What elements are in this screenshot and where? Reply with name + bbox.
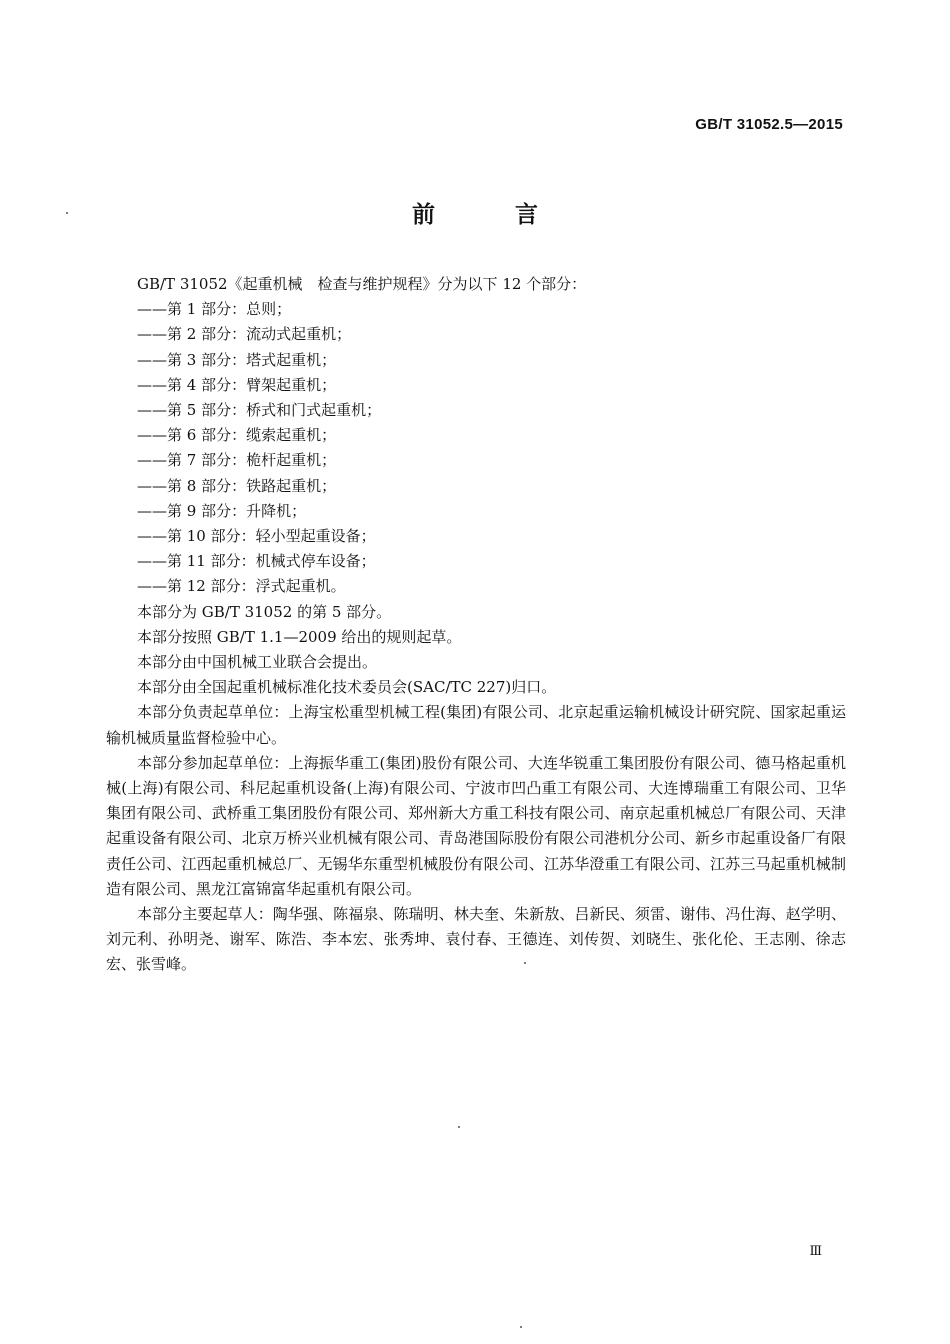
list-item: ——第 7 部分：桅杆起重机；: [137, 451, 337, 470]
list-item: ——第 3 部分：塔式起重机；: [137, 350, 337, 369]
list-item: ——第 6 部分：缆索起重机；: [137, 426, 337, 445]
page-title: 前 言: [411, 201, 574, 228]
page-number: Ⅲ: [809, 1244, 822, 1259]
parts-list: [106, 297, 846, 599]
list-item: ——第 9 部分：升降机；: [137, 501, 307, 520]
drafting-rules-paragraph: 本部分按照 GB/T 1.1—2009 给出的规则起草。: [137, 627, 462, 646]
standard-code: GB/T 31052.5—2015: [695, 116, 843, 133]
list-item: ——第 4 部分：臂架起重机；: [137, 375, 337, 394]
list-item: ——第 10 部分：轻小型起重设备；: [137, 527, 376, 546]
main-drafters-paragraph: 本部分主要起草人：陶华强、陈福泉、陈瑞明、林夫奎、朱新敖、吕新民、须雷、谢伟、冯仕海、赵学明、刘元利、孙明尧、谢军、陈浩、李本宏、张秀坤、袁付春、王德连、刘传贺、刘晓生、张化伦、王志刚、徐志宏、张雪峰。: [106, 905, 846, 974]
document-body: [106, 272, 846, 978]
list-item: ——第 1 部分：总则；: [137, 300, 292, 319]
list-item: ——第 11 部分：机械式停车设备；: [137, 552, 376, 571]
intro-paragraph: GB/T 31052《起重机械 检查与维护规程》分为以下 12 个部分：: [137, 275, 587, 293]
scan-speck: [458, 1126, 460, 1128]
list-item: ——第 12 部分：浮式起重机。: [137, 577, 346, 596]
proposer-paragraph: 本部分由中国机械工业联合会提出。: [137, 653, 378, 672]
scan-speck: [524, 962, 526, 964]
scan-speck: [520, 1326, 522, 1328]
part-number-paragraph: 本部分为 GB/T 31052 的第 5 部分。: [137, 602, 392, 621]
committee-paragraph: 本部分由全国起重机械标准化技术委员会(SAC/TC 227)归口。: [137, 678, 557, 697]
list-item: ——第 5 部分：桥式和门式起重机；: [137, 401, 382, 420]
participating-drafters-paragraph: 本部分参加起草单位：上海振华重工(集团)股份有限公司、大连华锐重工集团股份有限公司、德马格起重机械(上海)有限公司、科尼起重机设备(上海)有限公司、宁波市凹凸重工有限公司、大连博瑞重工有限公司、卫华集团有限公司、武桥重工集团股份有限公司、郑州新大方重工科技有限公司、南京起重机械总厂有限公司、天津起重设备有限公司、北京万桥兴业机械有限公司、青岛港国际股份有限公司港机分公司、新乡市起重设备厂有限责任公司、江西起重机械总厂、无锡华东重型机械股份有限公司、江苏华澄重工有限公司、江苏三马起重机械制造有限公司、黑龙江富锦富华起重机有限公司。: [106, 753, 846, 898]
list-item: ——第 2 部分：流动式起重机；: [137, 325, 352, 344]
scan-speck: [66, 212, 68, 214]
list-item: ——第 8 部分：铁路起重机；: [137, 476, 337, 495]
lead-drafters-paragraph: 本部分负责起草单位：上海宝松重型机械工程(集团)有限公司、北京起重运输机械设计研究院、国家起重运输机械质量监督检验中心。: [106, 703, 846, 747]
